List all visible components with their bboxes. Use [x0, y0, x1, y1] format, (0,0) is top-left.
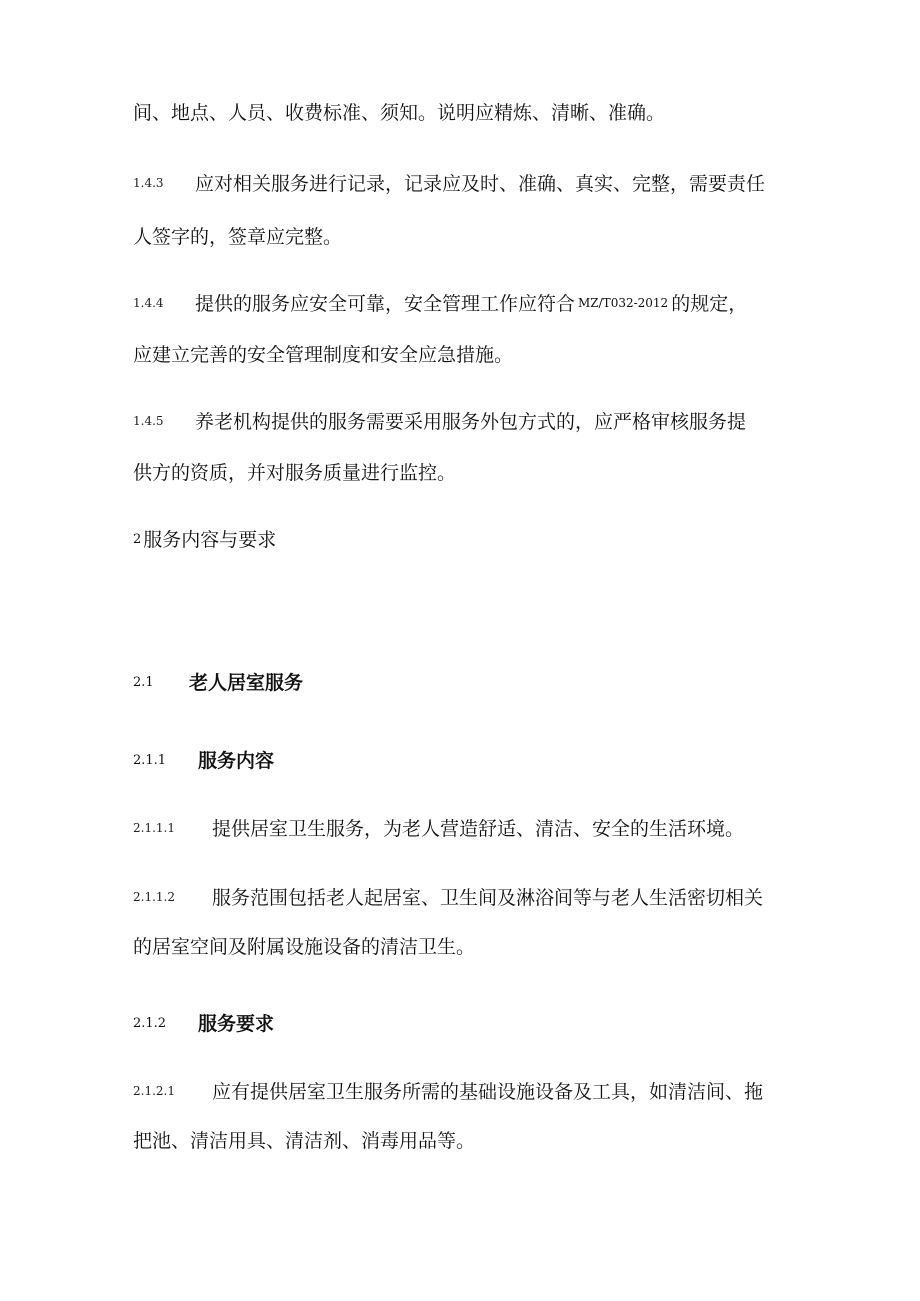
clause-2-1-2-1-continuation	[133, 1130, 475, 1152]
paragraph-text: 间、地点、人员、收费标准、须知。说明应精炼、清晰、准确。	[133, 102, 666, 124]
clause-1-4-3	[133, 172, 765, 195]
clause-2-1-1-1	[133, 817, 744, 840]
clause-1-4-4-continuation	[133, 344, 513, 366]
section-title: 服务内容	[198, 750, 275, 772]
clause-text: 提供的服务应安全可靠，安全管理工作应符合	[195, 293, 576, 315]
section-heading-2-1	[133, 672, 303, 694]
clause-1-4-4	[133, 292, 747, 315]
clause-2-1-2-1	[133, 1080, 763, 1103]
clause-2-1-1-2	[133, 886, 763, 909]
clause-number: 2.1.2.1	[133, 1084, 175, 1098]
section-number: 2.1.2	[133, 1016, 167, 1031]
clause-text: 的居室空间及附属设施设备的清洁卫生。	[133, 936, 476, 958]
clause-1-4-5-continuation	[133, 462, 456, 484]
clause-number: 1.4.3	[133, 176, 164, 190]
clause-text: 的规定，	[671, 293, 748, 315]
clause-text: 应建立完善的安全管理制度和安全应急措施。	[133, 344, 514, 366]
clause-text: 养老机构提供的服务需要采用服务外包方式的，应严格审核服务提	[195, 411, 747, 433]
clause-number: 1.4.5	[133, 414, 164, 428]
section-title: 服务内容与要求	[143, 529, 277, 551]
clause-text: 应有提供居室卫生服务所需的基础设施设备及工具，如清洁间、拖	[212, 1081, 764, 1103]
section-heading-2-1-1	[133, 750, 274, 772]
standard-code: MZ/T032-2012	[578, 296, 669, 310]
clause-number: 1.4.4	[133, 296, 164, 310]
section-number: 2.1.1	[133, 753, 167, 768]
clause-2-1-1-2-continuation	[133, 936, 475, 958]
section-title: 服务要求	[198, 1013, 275, 1035]
clause-text: 人签字的，签章应完整。	[133, 226, 343, 248]
section-title: 老人居室服务	[189, 672, 304, 694]
section-number: 2	[133, 532, 142, 547]
clause-number: 2.1.1.1	[133, 821, 175, 835]
clause-text: 应对相关服务进行记录，记录应及时、准确、真实、完整，需要责任	[195, 173, 766, 195]
section-heading-2-1-2	[133, 1013, 274, 1035]
section-heading-2	[133, 529, 276, 551]
clause-text: 供方的资质，并对服务质量进行监控。	[133, 462, 457, 484]
clause-number: 2.1.1.2	[133, 890, 175, 904]
paragraph-continuation	[133, 102, 665, 124]
clause-1-4-5	[133, 410, 746, 433]
clause-text: 把池、清洁用具、清洁剂、消毒用品等。	[133, 1130, 476, 1152]
clause-text: 服务范围包括老人起居室、卫生间及淋浴间等与老人生活密切相关	[212, 887, 764, 909]
section-number: 2.1	[133, 675, 154, 690]
clause-1-4-3-continuation	[133, 226, 342, 248]
clause-text: 提供居室卫生服务，为老人营造舒适、清洁、安全的生活环境。	[212, 818, 745, 840]
